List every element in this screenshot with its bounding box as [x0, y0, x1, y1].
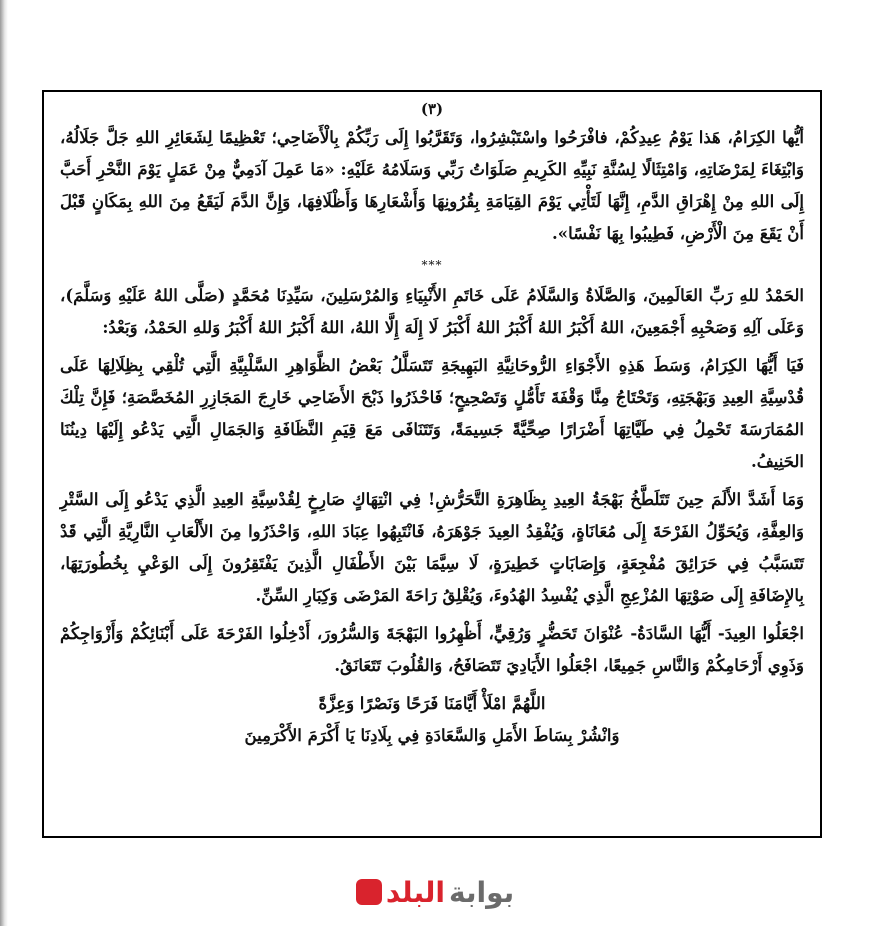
- paragraph-celebration: اجْعَلُوا العِيدَ- أَيُّهَا السَّادَةُ- عُنْوَانَ تَحَضُّرٍ وَرُقِيٍّ، أَظْهِرُوا البَهْجَةَ وَالسُّرُورَ، أَدْخِلُوا الفَرْحَةَ عَلَى أَبْنَائِكُمْ وَأَزْوَاجِكُمْ وَذَوِي أَرْحَامِكُمْ وَالنَّاسِ جَمِيعًا، اجْعَلُوا الأَيَادِيَ تَتَصَافَحُ، وَالقُلُوبَ تَتَعَانَقُ.: [60, 624, 804, 675]
- paragraph-harassment-fireworks: وَمَا أَشَدَّ الأَلَمَ حِينَ تَتَلَطَّخُ بَهْجَةُ العِيدِ بِظَاهِرَةِ التَّحَرُّشِ! فِي انْتِهَاكٍ صَارِخٍ لِقُدْسِيَّةِ العِيدِ الَّذِي يَدْعُو إِلَى السَّتْرِ وَالعِفَّةِ، وَيُحَوِّلُ الفَرْحَةَ إِلَى مُعَانَاةٍ، وَيُفْقِدُ العِيدَ جَوْهَرَهُ، فَانْتَبِهُوا عِبَادَ اللهِ، وَاحْذَرُوا مِنَ الأَلْعَابِ النَّارِيَّةِ الَّتِي قَدْ تَتَسَبَّبُ فِي حَرَائِقَ مُفْجِعَةٍ، وَإِصَابَاتٍ خَطِيرَةٍ، لَا سِيَّمَا بَيْنَ الأَطْفَالِ الَّذِينَ يَفْتَقِرُونَ إِلَى الوَعْيِ بِخُطُورَتِهَا، بِالإِضَافَةِ إِلَى صَوْتِهَا المُزْعِجِ الَّذِي يُفْسِدُ الهُدُوءَ، وَيُقْلِقُ رَاحَةَ المَرْضَى وَكِبَارِ السِّنِّ.: [60, 490, 804, 605]
- site-logo: [345, 872, 525, 912]
- logo-word-gateway: بوابة: [449, 875, 515, 909]
- section-separator: ***: [421, 258, 443, 272]
- page-edge-shadow: [0, 0, 8, 926]
- document-frame: [42, 90, 822, 838]
- page-number: (٣): [420, 100, 444, 118]
- paragraph-eid-greeting: أيُّها الكِرَامُ، هَذا يَوْمُ عِيدِكُمْ، فافْرَحُوا واسْتَبْشِرُوا، وَتَقَرَّبُوا إِلَى رَبِّكُمْ بِالْأَضَاحِي؛ تَعْظِيمًا لِشَعَائِرِ اللهِ جَلَّ جَلَالُهُ، وَابْتِغَاءَ لِمَرْضَاتِهِ، وَامْتِثَالًا لِسُنَّةِ نَبِيِّهِ الكَرِيمِ صَلَوَاتُ رَبِّي وَسَلَامُهُ عَلَيْهِ: «مَا عَمِلَ آدَمِيٌّ مِنْ عَمَلٍ يَوْمَ النَّحْرِ أَحَبَّ إِلَى اللهِ مِنْ إِهْرَاقِ الدَّمِ، إِنَّهَا لَتَأْتِي يَوْمَ القِيَامَةِ بِقُرُونِهَا وَأَشْعَارِهَا وَأَظْلَافِهَا، وَإِنَّ الدَّمَ لَيَقَعُ مِنَ اللهِ بِمَكَانٍ قَبْلَ أَنْ يَقَعَ مِنَ الْأَرْضِ، فَطِيبُوا بِهَا نَفْسًا».: [60, 128, 804, 243]
- closing-prayer-line-2: وَانْشُرْ بِسَاطَ الأَمَلِ وَالسَّعَادَةِ فِي بِلَادِنَا يَا أَكْرَمَ الأَكْرَمِينَ: [244, 726, 620, 745]
- closing-prayer-line-1: اللَّهُمَّ امْلَأْ أَيَّامَنَا فَرَحًا وَنَصْرًا وَعِزَّةً: [318, 694, 546, 713]
- paragraph-slaughter-warning: فَيَا أَيُّهَا الكِرَامُ، وَسَطَ هَذِهِ الأَجْوَاءِ الرُّوحَانِيَّةِ البَهِيجَةِ تَتَسَلَّلُ بَعْضُ الظَّوَاهِرِ السَّلْبِيَّةِ الَّتِي تُلْقِي بِظِلَالِهَا عَلَى قُدْسِيَّةِ العِيدِ وَبَهْجَتِهِ، وَتَحْتَاجُ مِنَّا وَقْفَةَ تَأَمُّلٍ وَتَصْحِيحٍ؛ فَاحْذَرُوا ذَبْحَ الأَضَاحِي خَارِجَ المَجَازِرِ المُخَصَّصَةِ؛ فَإِنَّ تِلْكَ المُمَارَسَةَ تَحْمِلُ فِي طَيَّاتِهَا أَضْرَارًا صِحِّيَّةً جَسِيمَةً، وَتَتَنَافَى مَعَ قِيَمِ النَّظَافَةِ وَالجَمَالِ الَّتِي يَدْعُو إِلَيْهَا دِينُنَا الحَنِيفُ.: [60, 356, 804, 471]
- logo-word-balad: البلد: [385, 875, 445, 909]
- logo-mark-icon: [356, 879, 382, 905]
- paragraph-praise: الحَمْدُ للهِ رَبِّ العَالَمِينَ، وَالصَّلَاةُ وَالسَّلَامُ عَلَى خَاتَمِ الأَنْبِيَاءِ وَالمُرْسَلِينَ، سَيِّدِنَا مُحَمَّدٍ (صَلَّى اللهُ عَلَيْهِ وَسَلَّمَ)، وَعَلَى آلِهِ وَصَحْبِهِ أَجْمَعِينَ، اللهُ أَكْبَرُ اللهُ أَكْبَرُ اللهُ أَكْبَرُ لَا إِلَهَ إِلَّا اللهُ، اللهُ أَكْبَرُ اللهُ أَكْبَرُ وَللهِ الحَمْدُ، وَبَعْدُ:: [60, 286, 804, 337]
